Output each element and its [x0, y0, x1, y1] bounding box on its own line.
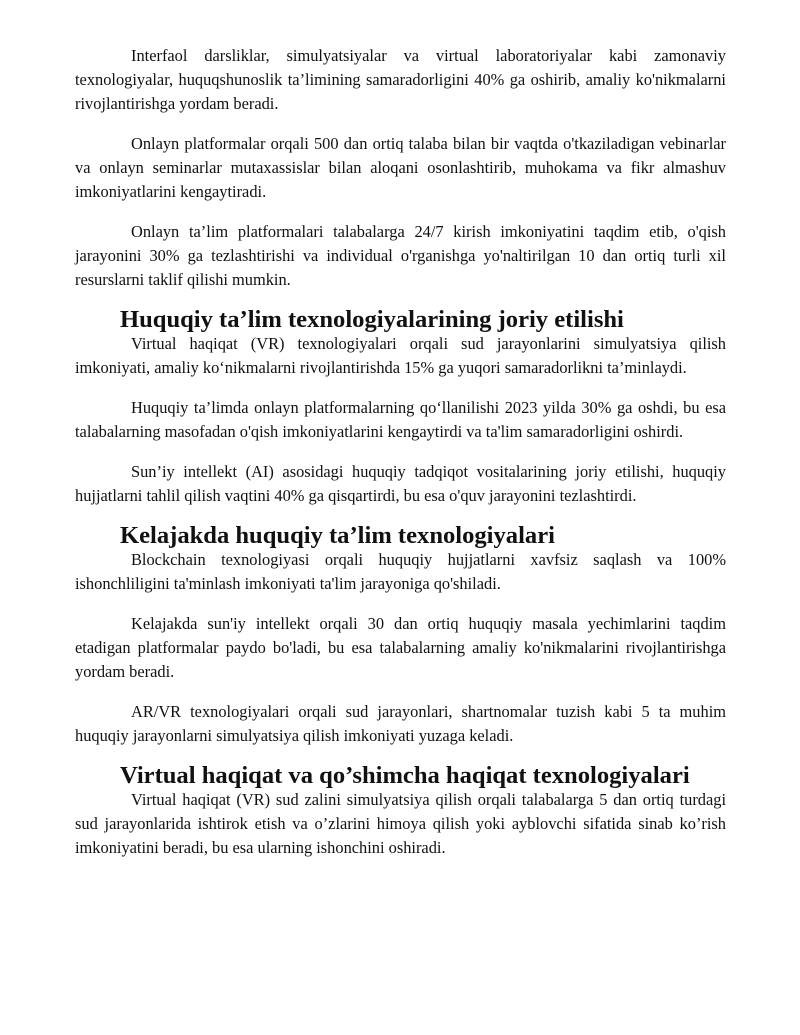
intro-paragraph-1: Interfaol darsliklar, simulyatsiyalar va virtual laboratoriyalar kabi zamonaviy texnologiyalar, huquqshunoslik ta’limining samaradorligini 40% ga oshirib, amaliy ko'nikmalarni rivojlantirishga yordam beradi.	[75, 46, 726, 113]
future-paragraph-3: AR/VR texnologiyalari orqali sud jarayonlari, shartnomalar tuzish kabi 5 ta muhim huquqiy jarayonlarni simulyatsiya qilish imkoniyati yuzaga keladi.	[75, 702, 726, 745]
intro-paragraph-3: Onlayn ta’lim platformalari talabalarga 24/7 kirish imkoniyatini taqdim etib, o'qish jarayonini 30% ga tezlashtirishi va individual o'rganishga yo'naltirilgan 10 dan ortiq turli xil resurslarni taklif qilishi mumkin.	[75, 222, 726, 289]
vr-ar-paragraph-1: Virtual haqiqat (VR) sud zalini simulyatsiya qilish orqali talabalarga 5 dan ortiq turdagi sud jarayonlarida ishtirok etish va o’zlarini himoya qilish yoki ayblovchi sifatida sinab ko’rish imkoniyatini beradi, bu esa ularning ishonchini oshiradi.	[75, 790, 726, 857]
section-heading-implementation: Huquqiy ta’lim texnologiyalarining joriy etilishi	[120, 306, 624, 333]
implementation-paragraph-2: Huquqiy ta’limda onlayn platformalarning qo‘llanilishi 2023 yilda 30% ga oshdi, bu esa talabalarning masofadan o'qish imkoniyatlarini kengaytirdi va ta'lim samaradorligini oshirdi.	[75, 398, 726, 441]
implementation-paragraph-3: Sun’iy intellekt (AI) asosidagi huquqiy tadqiqot vositalarining joriy etilishi, huquqiy hujjatlarni tahlil qilish vaqtini 40% ga qisqartirdi, bu esa o'quv jarayonini tezlashtirdi.	[75, 462, 726, 505]
section-implementation	[75, 308, 726, 508]
document-page	[75, 44, 726, 860]
section-future	[75, 524, 726, 748]
section-heading-vr-ar: Virtual haqiqat va qo’shimcha haqiqat texnologiyalari	[120, 762, 690, 789]
section-heading-future: Kelajakda huquqiy ta’lim texnologiyalari	[120, 522, 555, 549]
intro-paragraph-2: Onlayn platformalar orqali 500 dan ortiq talaba bilan bir vaqtda o'tkaziladigan vebinarlar va onlayn seminarlar mutaxassislar bilan aloqani osonlashtirib, muhokama va fikr almashuv imkoniyatlarini kengaytiradi.	[75, 134, 726, 201]
section-vr-ar	[75, 764, 726, 860]
intro-section	[75, 44, 726, 292]
implementation-paragraph-1: Virtual haqiqat (VR) texnologiyalari orqali sud jarayonlarini simulyatsiya qilish imkoniyati, amaliy ko‘nikmalarni rivojlantirishda 15% ga yuqori samaradorlikni ta’minlaydi.	[75, 334, 726, 377]
future-paragraph-1: Blockchain texnologiyasi orqali huquqiy hujjatlarni xavfsiz saqlash va 100% ishonchliligini ta'minlash imkoniyati ta'lim jarayoniga qo'shiladi.	[75, 550, 726, 593]
future-paragraph-2: Kelajakda sun'iy intellekt orqali 30 dan ortiq huquqiy masala yechimlarini taqdim etadigan platformalar paydo bo'ladi, bu esa talabalarning amaliy ko'nikmalarini rivojlantirishga yordam beradi.	[75, 614, 726, 681]
